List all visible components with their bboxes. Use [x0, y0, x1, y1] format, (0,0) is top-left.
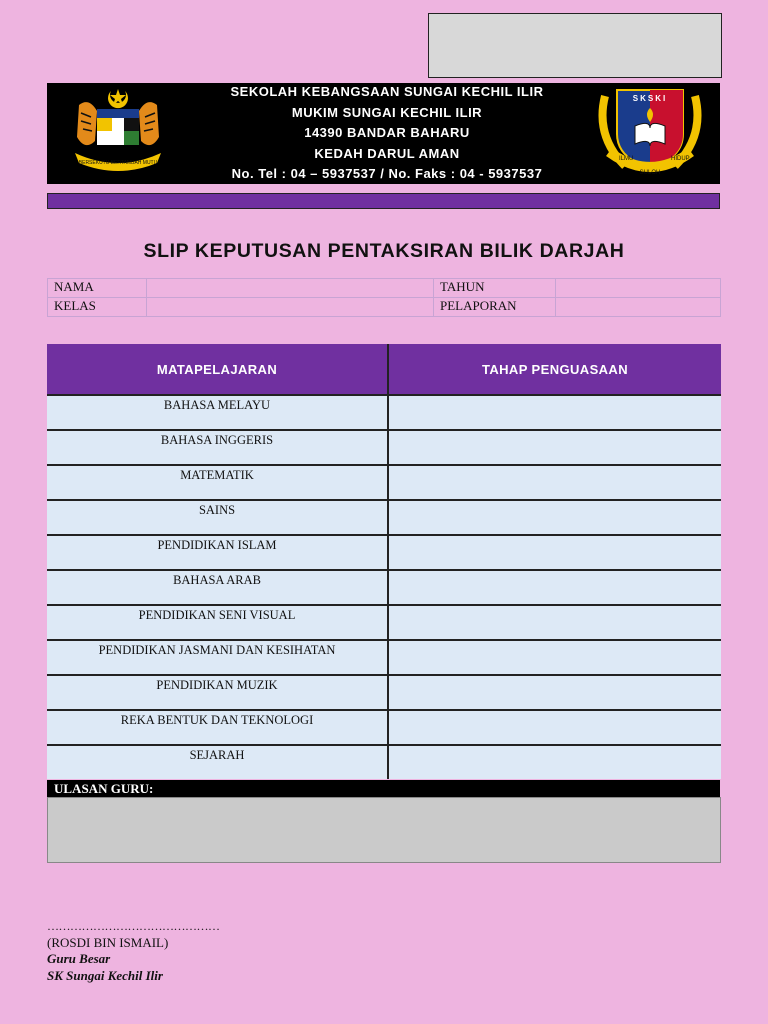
subject-name: REKA BENTUK DAN TEKNOLOGI — [47, 710, 388, 745]
svg-text:SKSKI: SKSKI — [632, 94, 668, 103]
tahap-penguasaan-cell[interactable] — [388, 710, 721, 745]
subjects-table — [47, 344, 721, 779]
signature-block — [47, 918, 220, 984]
subject-name: SEJARAH — [47, 745, 388, 779]
subject-name: BAHASA INGGERIS — [47, 430, 388, 465]
kelas-field[interactable] — [147, 298, 434, 317]
tahap-penguasaan-cell[interactable] — [388, 605, 721, 640]
table-row — [47, 675, 721, 710]
school-phone-fax: No. Tel : 04 – 5937537 / No. Faks : 04 - 5937537 — [231, 166, 543, 182]
subject-name: MATEMATIK — [47, 465, 388, 500]
svg-text:BERSEKUTU BERTAMBAH MUTU: BERSEKUTU BERTAMBAH MUTU — [78, 160, 158, 166]
table-row — [47, 500, 721, 535]
table-row — [47, 745, 721, 779]
school-logo-icon — [595, 86, 705, 181]
header-matapelajaran: MATAPELAJARAN — [47, 344, 388, 395]
headmaster-name: (ROSDI BIN ISMAIL) — [47, 934, 169, 950]
school-postcode: 14390 BANDAR BAHARU — [304, 125, 470, 141]
tahap-penguasaan-cell[interactable] — [388, 745, 721, 779]
tahap-penguasaan-cell[interactable] — [388, 675, 721, 710]
subject-name: BAHASA MELAYU — [47, 395, 388, 430]
kelas-label: KELAS — [48, 298, 147, 317]
school-state: KEDAH DARUL AMAN — [314, 145, 460, 161]
subject-name: PENDIDIKAN JASMANI DAN KESIHATAN — [47, 640, 388, 675]
pelaporan-field[interactable] — [556, 298, 721, 317]
school-address — [187, 83, 587, 184]
student-info-table — [47, 278, 721, 317]
school-name: SEKOLAH KEBANGSAAN SUNGAI KECHIL ILIR — [230, 84, 544, 100]
table-row — [47, 395, 721, 430]
school-header — [47, 83, 720, 184]
tahun-label: TAHUN — [434, 279, 556, 298]
tahap-penguasaan-cell[interactable] — [388, 395, 721, 430]
tahap-penguasaan-cell[interactable] — [388, 500, 721, 535]
school-short-name: SK Sungai Kechil Ilir — [47, 967, 163, 983]
table-row — [47, 640, 721, 675]
subject-name: PENDIDIKAN MUZIK — [47, 675, 388, 710]
tahap-penguasaan-cell[interactable] — [388, 570, 721, 605]
subject-name: PENDIDIKAN SENI VISUAL — [47, 605, 388, 640]
tahap-penguasaan-cell[interactable] — [388, 640, 721, 675]
ulasan-guru-label: ULASAN GURU: — [47, 780, 720, 797]
table-row — [47, 430, 721, 465]
ulasan-guru-field[interactable] — [47, 797, 721, 863]
table-row — [47, 570, 721, 605]
headmaster-position: Guru Besar — [47, 951, 111, 966]
subject-name: BAHASA ARAB — [47, 570, 388, 605]
malaysia-crest-icon — [61, 87, 176, 179]
table-row — [47, 535, 721, 570]
pelaporan-label: PELAPORAN — [434, 298, 556, 317]
photo-box — [428, 13, 722, 78]
svg-text:HIDUP: HIDUP — [671, 156, 690, 162]
school-mukim: MUKIM SUNGAI KECHIL ILIR — [291, 104, 483, 120]
tahap-penguasaan-cell[interactable] — [388, 430, 721, 465]
svg-text:SULOH: SULOH — [639, 170, 661, 176]
subject-name: PENDIDIKAN ISLAM — [47, 535, 388, 570]
svg-text:ILMU: ILMU — [619, 156, 634, 162]
tahun-field[interactable] — [556, 279, 721, 298]
table-row — [47, 465, 721, 500]
nama-field[interactable] — [147, 279, 434, 298]
signature-line: ……………………………………… — [47, 919, 220, 933]
table-row — [47, 605, 721, 640]
tahap-penguasaan-cell[interactable] — [388, 535, 721, 570]
subject-name: SAINS — [47, 500, 388, 535]
header-tahap-penguasaan: TAHAP PENGUASAAN — [388, 344, 721, 395]
purple-divider — [47, 193, 720, 209]
page-title: SLIP KEPUTUSAN PENTAKSIRAN BILIK DARJAH — [143, 240, 625, 262]
nama-label: NAMA — [48, 279, 147, 298]
tahap-penguasaan-cell[interactable] — [388, 465, 721, 500]
table-row — [47, 710, 721, 745]
